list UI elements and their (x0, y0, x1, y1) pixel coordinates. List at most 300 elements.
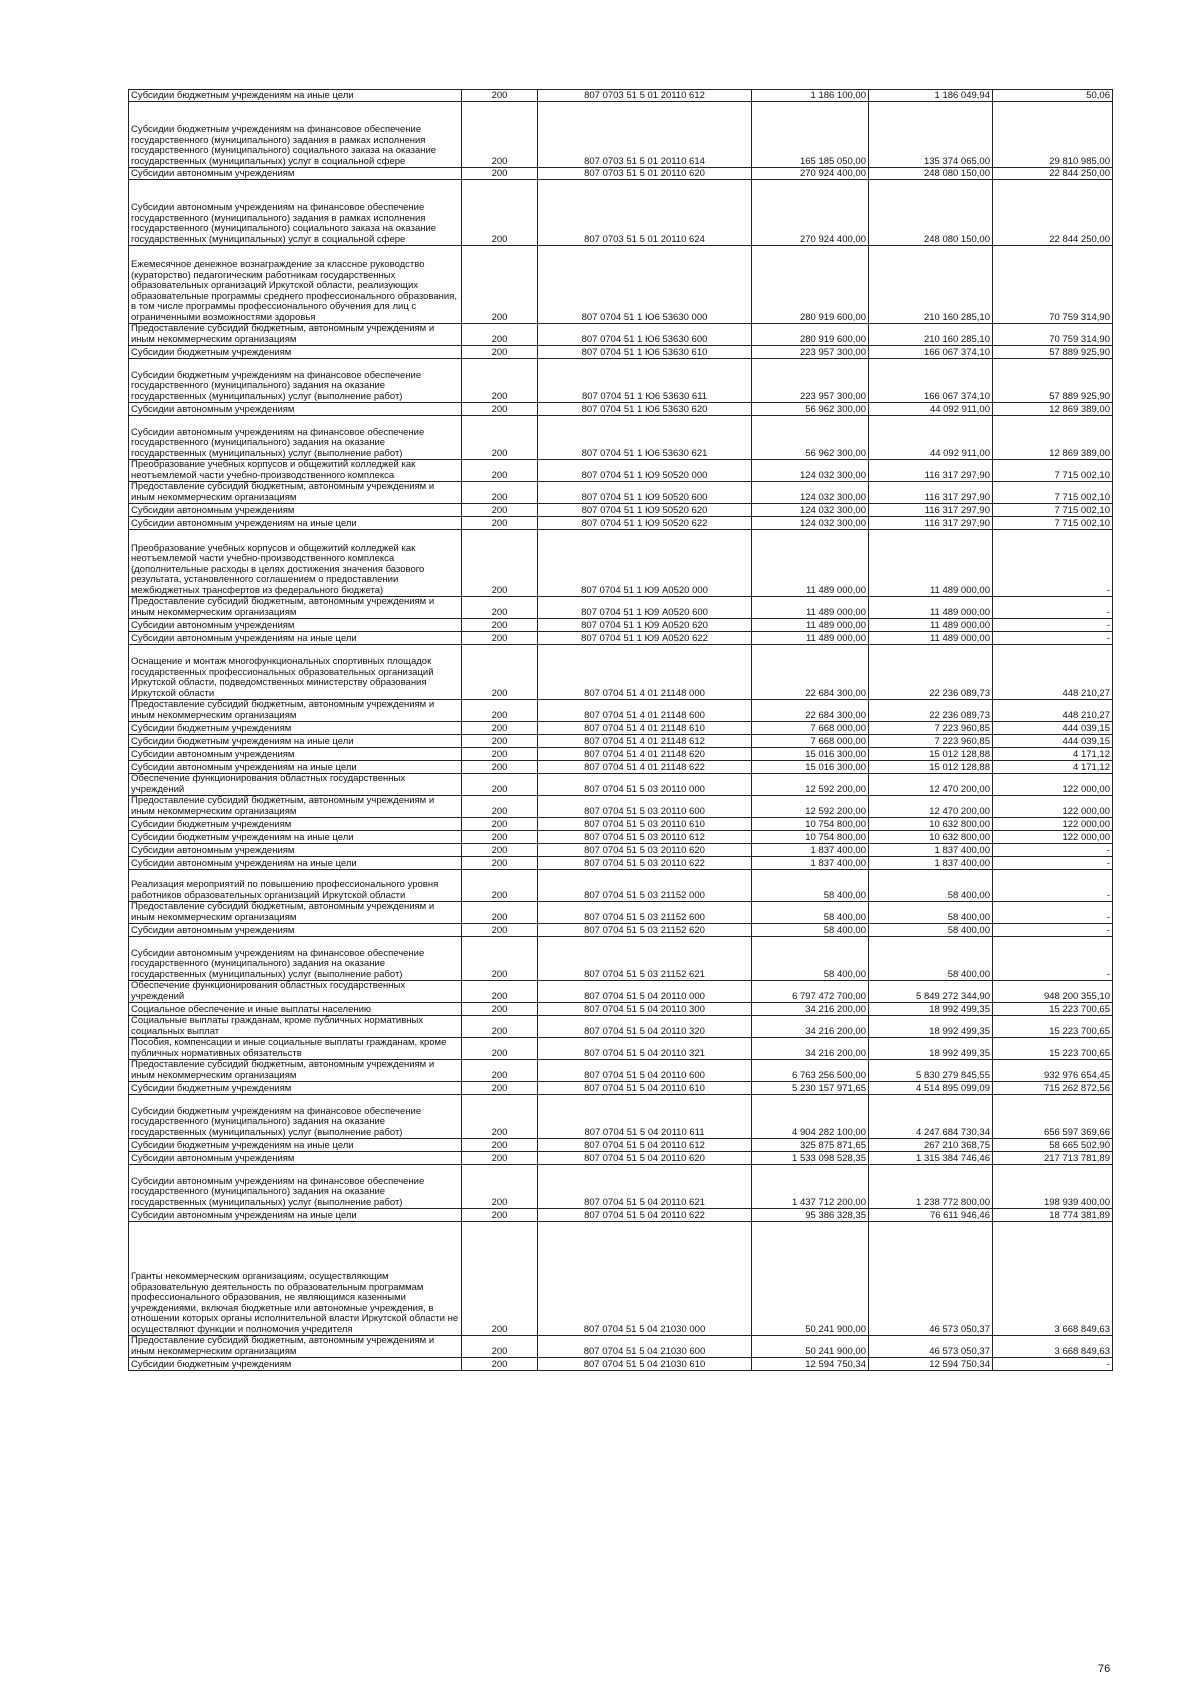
table-row (129, 722, 1113, 735)
row-line-code: 200 (462, 844, 538, 857)
row-budget-code: 807 0704 51 5 03 20110 622 (538, 857, 752, 870)
row-line-code: 200 (462, 246, 538, 324)
row-approved: 58 400,00 (752, 924, 869, 937)
row-approved: 1 837 400,00 (752, 857, 869, 870)
row-approved: 223 957 300,00 (752, 346, 869, 359)
row-approved: 34 216 200,00 (752, 1003, 869, 1016)
row-approved: 270 924 400,00 (752, 168, 869, 180)
row-approved: 223 957 300,00 (752, 359, 869, 403)
row-approved: 11 489 000,00 (752, 530, 869, 597)
row-approved: 124 032 300,00 (752, 482, 869, 504)
row-budget-code: 807 0704 51 5 04 21030 600 (538, 1336, 752, 1358)
row-line-code: 200 (462, 168, 538, 180)
row-budget-code: 807 0704 51 5 04 20110 622 (538, 1209, 752, 1222)
row-line-code: 200 (462, 504, 538, 517)
row-unexecuted: 448 210,27 (993, 645, 1113, 700)
row-line-code: 200 (462, 416, 538, 460)
row-unexecuted: 15 223 700,65 (993, 1038, 1113, 1060)
row-name: Субсидии бюджетным учреждениям на иные цели (129, 831, 462, 844)
row-line-code: 200 (462, 722, 538, 735)
row-name: Реализация мероприятий по повышению профессионального уровня работников образовательных организаций Иркутской области (129, 870, 462, 902)
table-row (129, 1082, 1113, 1095)
row-name: Обеспечение функционирования областных государственных учреждений (129, 981, 462, 1003)
row-line-code: 200 (462, 645, 538, 700)
row-unexecuted: 7 715 002,10 (993, 482, 1113, 504)
table-row (129, 1336, 1113, 1358)
row-unexecuted: 7 715 002,10 (993, 460, 1113, 482)
table-row (129, 1139, 1113, 1152)
row-name: Предоставление субсидий бюджетным, автономным учреждениям и иным некоммерческим организациям (129, 324, 462, 346)
row-name: Предоставление субсидий бюджетным, автономным учреждениям и иным некоммерческим организациям (129, 700, 462, 722)
row-budget-code: 807 0704 51 1 Ю9 А0520 000 (538, 530, 752, 597)
row-unexecuted: 198 939 400,00 (993, 1165, 1113, 1209)
row-unexecuted: 57 889 925,90 (993, 359, 1113, 403)
row-approved: 280 919 600,00 (752, 246, 869, 324)
row-budget-code: 807 0704 51 1 Ю9 50520 620 (538, 504, 752, 517)
row-name: Субсидии автономным учреждениям (129, 168, 462, 180)
row-name: Ежемесячное денежное вознаграждение за классное руководство (кураторство) педагогическим работникам государственных образовательных организаций Иркутской области, реализующих образовательные программы среднего профессионального образования, в том числе программы профессионального обучения для лиц с ограниченными возможностями здоровья (129, 246, 462, 324)
row-name: Предоставление субсидий бюджетным, автономным учреждениям и иным некоммерческим организациям (129, 1060, 462, 1082)
row-budget-code: 807 0704 51 5 03 20110 600 (538, 796, 752, 818)
row-approved: 7 668 000,00 (752, 735, 869, 748)
table-row (129, 619, 1113, 632)
table-row (129, 504, 1113, 517)
row-name: Обеспечение функционирования областных государственных учреждений (129, 774, 462, 796)
row-name: Субсидии автономным учреждениям (129, 504, 462, 517)
table-row (129, 1016, 1113, 1038)
row-approved: 95 386 328,35 (752, 1209, 869, 1222)
table-row (129, 748, 1113, 761)
row-executed: 76 611 946,46 (869, 1209, 993, 1222)
row-executed: 11 489 000,00 (869, 597, 993, 619)
row-budget-code: 807 0704 51 1 Ю9 А0520 600 (538, 597, 752, 619)
row-executed: 44 092 911,00 (869, 403, 993, 416)
row-budget-code: 807 0704 51 4 01 21148 600 (538, 700, 752, 722)
row-budget-code: 807 0704 51 1 Ю6 53630 610 (538, 346, 752, 359)
row-budget-code: 807 0704 51 5 04 21030 000 (538, 1222, 752, 1336)
row-executed: 1 837 400,00 (869, 844, 993, 857)
row-line-code: 200 (462, 346, 538, 359)
row-executed: 116 317 297,90 (869, 504, 993, 517)
row-executed: 210 160 285,10 (869, 246, 993, 324)
row-unexecuted: 15 223 700,65 (993, 1003, 1113, 1016)
row-budget-code: 807 0704 51 1 Ю6 53630 620 (538, 403, 752, 416)
row-unexecuted: - (993, 937, 1113, 981)
row-line-code: 200 (462, 359, 538, 403)
row-unexecuted: 122 000,00 (993, 796, 1113, 818)
row-name: Субсидии автономным учреждениям на иные цели (129, 761, 462, 774)
row-line-code: 200 (462, 700, 538, 722)
row-name: Субсидии автономным учреждениям на финансовое обеспечение государственного (муниципального) задания на оказание государственных (муниципальных) услуг (выполнение работ) (129, 416, 462, 460)
row-approved: 34 216 200,00 (752, 1038, 869, 1060)
row-approved: 4 904 282 100,00 (752, 1095, 869, 1139)
row-line-code: 200 (462, 180, 538, 246)
row-unexecuted: 122 000,00 (993, 818, 1113, 831)
row-line-code: 200 (462, 1165, 538, 1209)
table-row (129, 796, 1113, 818)
row-unexecuted: 7 715 002,10 (993, 504, 1113, 517)
row-name: Субсидии бюджетным учреждениям на финансовое обеспечение государственного (муниципального) задания в рамках исполнения государственного (муниципального) социального заказа на оказание государственных (муниципальных) услуг в социальной сфере (129, 102, 462, 168)
row-executed: 58 400,00 (869, 870, 993, 902)
row-unexecuted: 4 171,12 (993, 761, 1113, 774)
row-unexecuted: 444 039,15 (993, 722, 1113, 735)
row-line-code: 200 (462, 1209, 538, 1222)
row-approved: 50 241 900,00 (752, 1336, 869, 1358)
row-approved: 124 032 300,00 (752, 460, 869, 482)
row-unexecuted: 18 774 381,89 (993, 1209, 1113, 1222)
row-unexecuted: - (993, 857, 1113, 870)
row-executed: 46 573 050,37 (869, 1222, 993, 1336)
table-row (129, 735, 1113, 748)
row-approved: 325 875 871,65 (752, 1139, 869, 1152)
row-unexecuted: 3 668 849,63 (993, 1222, 1113, 1336)
row-name: Субсидии автономным учреждениям на иные цели (129, 632, 462, 645)
row-executed: 58 400,00 (869, 937, 993, 981)
row-executed: 248 080 150,00 (869, 168, 993, 180)
row-line-code: 200 (462, 619, 538, 632)
row-line-code: 200 (462, 530, 538, 597)
row-unexecuted: 70 759 314,90 (993, 324, 1113, 346)
row-budget-code: 807 0704 51 4 01 21148 620 (538, 748, 752, 761)
row-approved: 11 489 000,00 (752, 619, 869, 632)
row-unexecuted: 12 869 389,00 (993, 416, 1113, 460)
row-name: Преобразование учебных корпусов и общежитий колледжей как неотъемлемой части учебно-производственного комплекса (129, 460, 462, 482)
row-budget-code: 807 0704 51 1 Ю9 50520 622 (538, 517, 752, 530)
row-budget-code: 807 0704 51 5 03 20110 000 (538, 774, 752, 796)
row-unexecuted: 122 000,00 (993, 774, 1113, 796)
row-executed: 46 573 050,37 (869, 1336, 993, 1358)
row-name: Субсидии бюджетным учреждениям на финансовое обеспечение государственного (муниципального) задания на оказание государственных (муниципальных) услуг (выполнение работ) (129, 1095, 462, 1139)
table-row (129, 180, 1113, 246)
row-approved: 12 592 200,00 (752, 796, 869, 818)
row-unexecuted: - (993, 632, 1113, 645)
row-approved: 34 216 200,00 (752, 1016, 869, 1038)
row-executed: 11 489 000,00 (869, 632, 993, 645)
row-line-code: 200 (462, 1016, 538, 1038)
table-row (129, 761, 1113, 774)
table-row (129, 774, 1113, 796)
row-approved: 15 016 300,00 (752, 748, 869, 761)
row-unexecuted: 4 171,12 (993, 748, 1113, 761)
row-name: Оснащение и монтаж многофункциональных спортивных площадок государственных профессиональных образовательных организаций Иркутской области, подведомственных министерству образования Иркутской области (129, 645, 462, 700)
row-name: Гранты некоммерческим организациям, осуществляющим образовательную деятельность по образовательным программам профессионального образования, не являющимся казенными учреждениями, включая бюджетные или автономные учреждения, в отношении которых органы исполнительной власти Иркутской области не осуществляют функции и полномочия учредителя (129, 1222, 462, 1336)
row-name: Субсидии автономным учреждениям на иные цели (129, 1209, 462, 1222)
table-row (129, 937, 1113, 981)
row-executed: 4 514 895 099,09 (869, 1082, 993, 1095)
table-row (129, 102, 1113, 168)
row-line-code: 200 (462, 102, 538, 168)
row-approved: 12 592 200,00 (752, 774, 869, 796)
row-budget-code: 807 0704 51 5 04 21030 610 (538, 1358, 752, 1371)
row-executed: 5 830 279 845,55 (869, 1060, 993, 1082)
row-name: Субсидии автономным учреждениям (129, 619, 462, 632)
table-row (129, 530, 1113, 597)
table-row (129, 1209, 1113, 1222)
row-approved: 58 400,00 (752, 870, 869, 902)
row-executed: 7 223 960,85 (869, 722, 993, 735)
row-executed: 12 470 200,00 (869, 796, 993, 818)
row-name: Субсидии бюджетным учреждениям (129, 346, 462, 359)
row-executed: 10 632 800,00 (869, 831, 993, 844)
row-budget-code: 807 0704 51 1 Ю9 50520 600 (538, 482, 752, 504)
row-unexecuted: - (993, 1358, 1113, 1371)
row-unexecuted: - (993, 619, 1113, 632)
row-executed: 15 012 128,88 (869, 748, 993, 761)
row-approved: 50 241 900,00 (752, 1222, 869, 1336)
row-budget-code: 807 0704 51 5 04 20110 611 (538, 1095, 752, 1139)
row-budget-code: 807 0704 51 4 01 21148 612 (538, 735, 752, 748)
table-row (129, 857, 1113, 870)
row-approved: 124 032 300,00 (752, 504, 869, 517)
table-row (129, 870, 1113, 902)
row-executed: 22 236 089,73 (869, 700, 993, 722)
row-executed: 22 236 089,73 (869, 645, 993, 700)
row-unexecuted: - (993, 530, 1113, 597)
row-budget-code: 807 0704 51 5 04 20110 000 (538, 981, 752, 1003)
row-name: Социальное обеспечение и иные выплаты населению (129, 1003, 462, 1016)
table-row (129, 416, 1113, 460)
row-name: Предоставление субсидий бюджетным, автономным учреждениям и иным некоммерческим организациям (129, 796, 462, 818)
table-row (129, 831, 1113, 844)
row-line-code: 200 (462, 1222, 538, 1336)
row-budget-code: 807 0703 51 5 01 20110 612 (538, 90, 752, 102)
row-line-code: 200 (462, 482, 538, 504)
row-name: Субсидии бюджетным учреждениям на иные цели (129, 1139, 462, 1152)
row-budget-code: 807 0704 51 5 04 20110 321 (538, 1038, 752, 1060)
row-approved: 58 400,00 (752, 902, 869, 924)
row-executed: 1 837 400,00 (869, 857, 993, 870)
row-line-code: 200 (462, 796, 538, 818)
row-executed: 7 223 960,85 (869, 735, 993, 748)
row-budget-code: 807 0704 51 1 Ю9 А0520 622 (538, 632, 752, 645)
row-executed: 18 992 499,35 (869, 1016, 993, 1038)
row-budget-code: 807 0703 51 5 01 20110 620 (538, 168, 752, 180)
table-row (129, 324, 1113, 346)
table-row (129, 1358, 1113, 1371)
row-executed: 166 067 374,10 (869, 359, 993, 403)
row-executed: 1 238 772 800,00 (869, 1165, 993, 1209)
row-budget-code: 807 0704 51 5 03 21152 000 (538, 870, 752, 902)
row-unexecuted: 29 810 985,00 (993, 102, 1113, 168)
row-unexecuted: 448 210,27 (993, 700, 1113, 722)
row-approved: 1 437 712 200,00 (752, 1165, 869, 1209)
row-approved: 1 186 100,00 (752, 90, 869, 102)
row-approved: 10 754 800,00 (752, 818, 869, 831)
row-line-code: 200 (462, 324, 538, 346)
row-line-code: 200 (462, 761, 538, 774)
table-row (129, 981, 1113, 1003)
row-executed: 12 594 750,34 (869, 1358, 993, 1371)
row-line-code: 200 (462, 818, 538, 831)
row-name: Субсидии автономным учреждениям на иные цели (129, 517, 462, 530)
table-row (129, 359, 1113, 403)
row-budget-code: 807 0704 51 4 01 21148 622 (538, 761, 752, 774)
row-approved: 1 837 400,00 (752, 844, 869, 857)
row-line-code: 200 (462, 924, 538, 937)
row-line-code: 200 (462, 1152, 538, 1165)
row-line-code: 200 (462, 632, 538, 645)
row-executed: 10 632 800,00 (869, 818, 993, 831)
row-unexecuted: 15 223 700,65 (993, 1016, 1113, 1038)
row-approved: 12 594 750,34 (752, 1358, 869, 1371)
row-name: Пособия, компенсации и иные социальные выплаты гражданам, кроме публичных нормативных обязательств (129, 1038, 462, 1060)
row-line-code: 200 (462, 1038, 538, 1060)
row-unexecuted: - (993, 844, 1113, 857)
row-executed: 58 400,00 (869, 924, 993, 937)
row-approved: 5 230 157 971,65 (752, 1082, 869, 1095)
row-line-code: 200 (462, 857, 538, 870)
row-unexecuted: 50,06 (993, 90, 1113, 102)
table-row (129, 1095, 1113, 1139)
row-executed: 116 317 297,90 (869, 482, 993, 504)
row-unexecuted: 3 668 849,63 (993, 1336, 1113, 1358)
row-line-code: 200 (462, 748, 538, 761)
row-line-code: 200 (462, 981, 538, 1003)
row-executed: 135 374 065,00 (869, 102, 993, 168)
row-unexecuted: - (993, 870, 1113, 902)
row-unexecuted: - (993, 902, 1113, 924)
row-name: Субсидии автономным учреждениям (129, 924, 462, 937)
table-row (129, 90, 1113, 102)
row-budget-code: 807 0704 51 1 Ю9 А0520 620 (538, 619, 752, 632)
row-line-code: 200 (462, 735, 538, 748)
row-unexecuted: 22 844 250,00 (993, 180, 1113, 246)
row-unexecuted: 656 597 369,66 (993, 1095, 1113, 1139)
row-name: Субсидии бюджетным учреждениям (129, 722, 462, 735)
table-row (129, 1165, 1113, 1209)
row-budget-code: 807 0704 51 1 Ю9 50520 000 (538, 460, 752, 482)
row-executed: 248 080 150,00 (869, 180, 993, 246)
row-unexecuted: 7 715 002,10 (993, 517, 1113, 530)
row-line-code: 200 (462, 1095, 538, 1139)
row-line-code: 200 (462, 517, 538, 530)
row-name: Предоставление субсидий бюджетным, автономным учреждениям и иным некоммерческим организациям (129, 597, 462, 619)
row-budget-code: 807 0704 51 5 04 20110 612 (538, 1139, 752, 1152)
row-approved: 1 533 098 528,35 (752, 1152, 869, 1165)
row-line-code: 200 (462, 774, 538, 796)
table-row (129, 1003, 1113, 1016)
row-name: Субсидии бюджетным учреждениям (129, 1358, 462, 1371)
table-row (129, 1060, 1113, 1082)
row-executed: 5 849 272 344,90 (869, 981, 993, 1003)
row-name: Социальные выплаты гражданам, кроме публичных нормативных социальных выплат (129, 1016, 462, 1038)
table-row (129, 645, 1113, 700)
row-name: Предоставление субсидий бюджетным, автономным учреждениям и иным некоммерческим организациям (129, 902, 462, 924)
row-line-code: 200 (462, 1139, 538, 1152)
row-budget-code: 807 0704 51 5 03 20110 620 (538, 844, 752, 857)
table-row (129, 168, 1113, 180)
row-budget-code: 807 0704 51 5 03 21152 600 (538, 902, 752, 924)
table-row (129, 517, 1113, 530)
row-approved: 56 962 300,00 (752, 403, 869, 416)
row-executed: 116 317 297,90 (869, 460, 993, 482)
row-line-code: 200 (462, 403, 538, 416)
row-unexecuted: - (993, 597, 1113, 619)
row-unexecuted: - (993, 924, 1113, 937)
row-approved: 270 924 400,00 (752, 180, 869, 246)
row-budget-code: 807 0704 51 5 04 20110 300 (538, 1003, 752, 1016)
row-budget-code: 807 0704 51 1 Ю6 53630 611 (538, 359, 752, 403)
table-row (129, 924, 1113, 937)
row-name: Субсидии автономным учреждениям (129, 844, 462, 857)
row-budget-code: 807 0703 51 5 01 20110 614 (538, 102, 752, 168)
row-budget-code: 807 0704 51 4 01 21148 000 (538, 645, 752, 700)
table-row (129, 844, 1113, 857)
row-line-code: 200 (462, 1336, 538, 1358)
row-name: Субсидии автономным учреждениям на финансовое обеспечение государственного (муниципального) задания на оказание государственных (муниципальных) услуг (выполнение работ) (129, 937, 462, 981)
row-unexecuted: 948 200 355,10 (993, 981, 1113, 1003)
row-budget-code: 807 0703 51 5 01 20110 624 (538, 180, 752, 246)
table-row (129, 1038, 1113, 1060)
row-name: Субсидии бюджетным учреждениям (129, 818, 462, 831)
row-name: Предоставление субсидий бюджетным, автономным учреждениям и иным некоммерческим организациям (129, 482, 462, 504)
row-executed: 4 247 684 730,34 (869, 1095, 993, 1139)
row-unexecuted: 12 869 389,00 (993, 403, 1113, 416)
row-budget-code: 807 0704 51 5 03 21152 621 (538, 937, 752, 981)
row-executed: 44 092 911,00 (869, 416, 993, 460)
row-approved: 22 684 300,00 (752, 645, 869, 700)
row-unexecuted: 122 000,00 (993, 831, 1113, 844)
table-row (129, 700, 1113, 722)
row-budget-code: 807 0704 51 5 03 20110 612 (538, 831, 752, 844)
row-unexecuted: 58 665 502,90 (993, 1139, 1113, 1152)
row-line-code: 200 (462, 831, 538, 844)
row-budget-code: 807 0704 51 1 Ю6 53630 000 (538, 246, 752, 324)
row-budget-code: 807 0704 51 5 04 20110 600 (538, 1060, 752, 1082)
page-number: 76 (1098, 1663, 1111, 1675)
row-executed: 58 400,00 (869, 902, 993, 924)
row-approved: 15 016 300,00 (752, 761, 869, 774)
row-executed: 267 210 368,75 (869, 1139, 993, 1152)
row-name: Субсидии автономным учреждениям (129, 748, 462, 761)
row-unexecuted: 22 844 250,00 (993, 168, 1113, 180)
row-executed: 11 489 000,00 (869, 530, 993, 597)
row-approved: 58 400,00 (752, 937, 869, 981)
row-name: Субсидии бюджетным учреждениям на финансовое обеспечение государственного (муниципального) задания на оказание государственных (муниципальных) услуг (выполнение работ) (129, 359, 462, 403)
row-budget-code: 807 0704 51 5 03 20110 610 (538, 818, 752, 831)
row-budget-code: 807 0704 51 5 04 20110 620 (538, 1152, 752, 1165)
row-line-code: 200 (462, 1003, 538, 1016)
row-unexecuted: 932 976 654,45 (993, 1060, 1113, 1082)
table-row (129, 1152, 1113, 1165)
table-row (129, 902, 1113, 924)
table-row (129, 246, 1113, 324)
row-executed: 15 012 128,88 (869, 761, 993, 774)
row-executed: 210 160 285,10 (869, 324, 993, 346)
row-name: Субсидии бюджетным учреждениям (129, 1082, 462, 1095)
table-row (129, 346, 1113, 359)
row-approved: 124 032 300,00 (752, 517, 869, 530)
row-name: Субсидии автономным учреждениям (129, 1152, 462, 1165)
row-budget-code: 807 0704 51 4 01 21148 610 (538, 722, 752, 735)
row-name: Субсидии бюджетным учреждениям на иные цели (129, 90, 462, 102)
row-line-code: 200 (462, 870, 538, 902)
row-approved: 280 919 600,00 (752, 324, 869, 346)
row-approved: 7 668 000,00 (752, 722, 869, 735)
row-approved: 11 489 000,00 (752, 597, 869, 619)
row-name: Преобразование учебных корпусов и общежитий колледжей как неотъемлемой части учебно-производственного комплекса (дополнительные расходы в целях достижения значения базового результата, установленного соглашением о предоставлении межбюджетных трансфертов из федерального бюджета) (129, 530, 462, 597)
row-approved: 11 489 000,00 (752, 632, 869, 645)
row-approved: 22 684 300,00 (752, 700, 869, 722)
table-row (129, 632, 1113, 645)
row-approved: 56 962 300,00 (752, 416, 869, 460)
row-unexecuted: 444 039,15 (993, 735, 1113, 748)
row-approved: 10 754 800,00 (752, 831, 869, 844)
table-row (129, 482, 1113, 504)
row-budget-code: 807 0704 51 5 04 20110 621 (538, 1165, 752, 1209)
table-body (129, 90, 1113, 1371)
row-executed: 12 470 200,00 (869, 774, 993, 796)
